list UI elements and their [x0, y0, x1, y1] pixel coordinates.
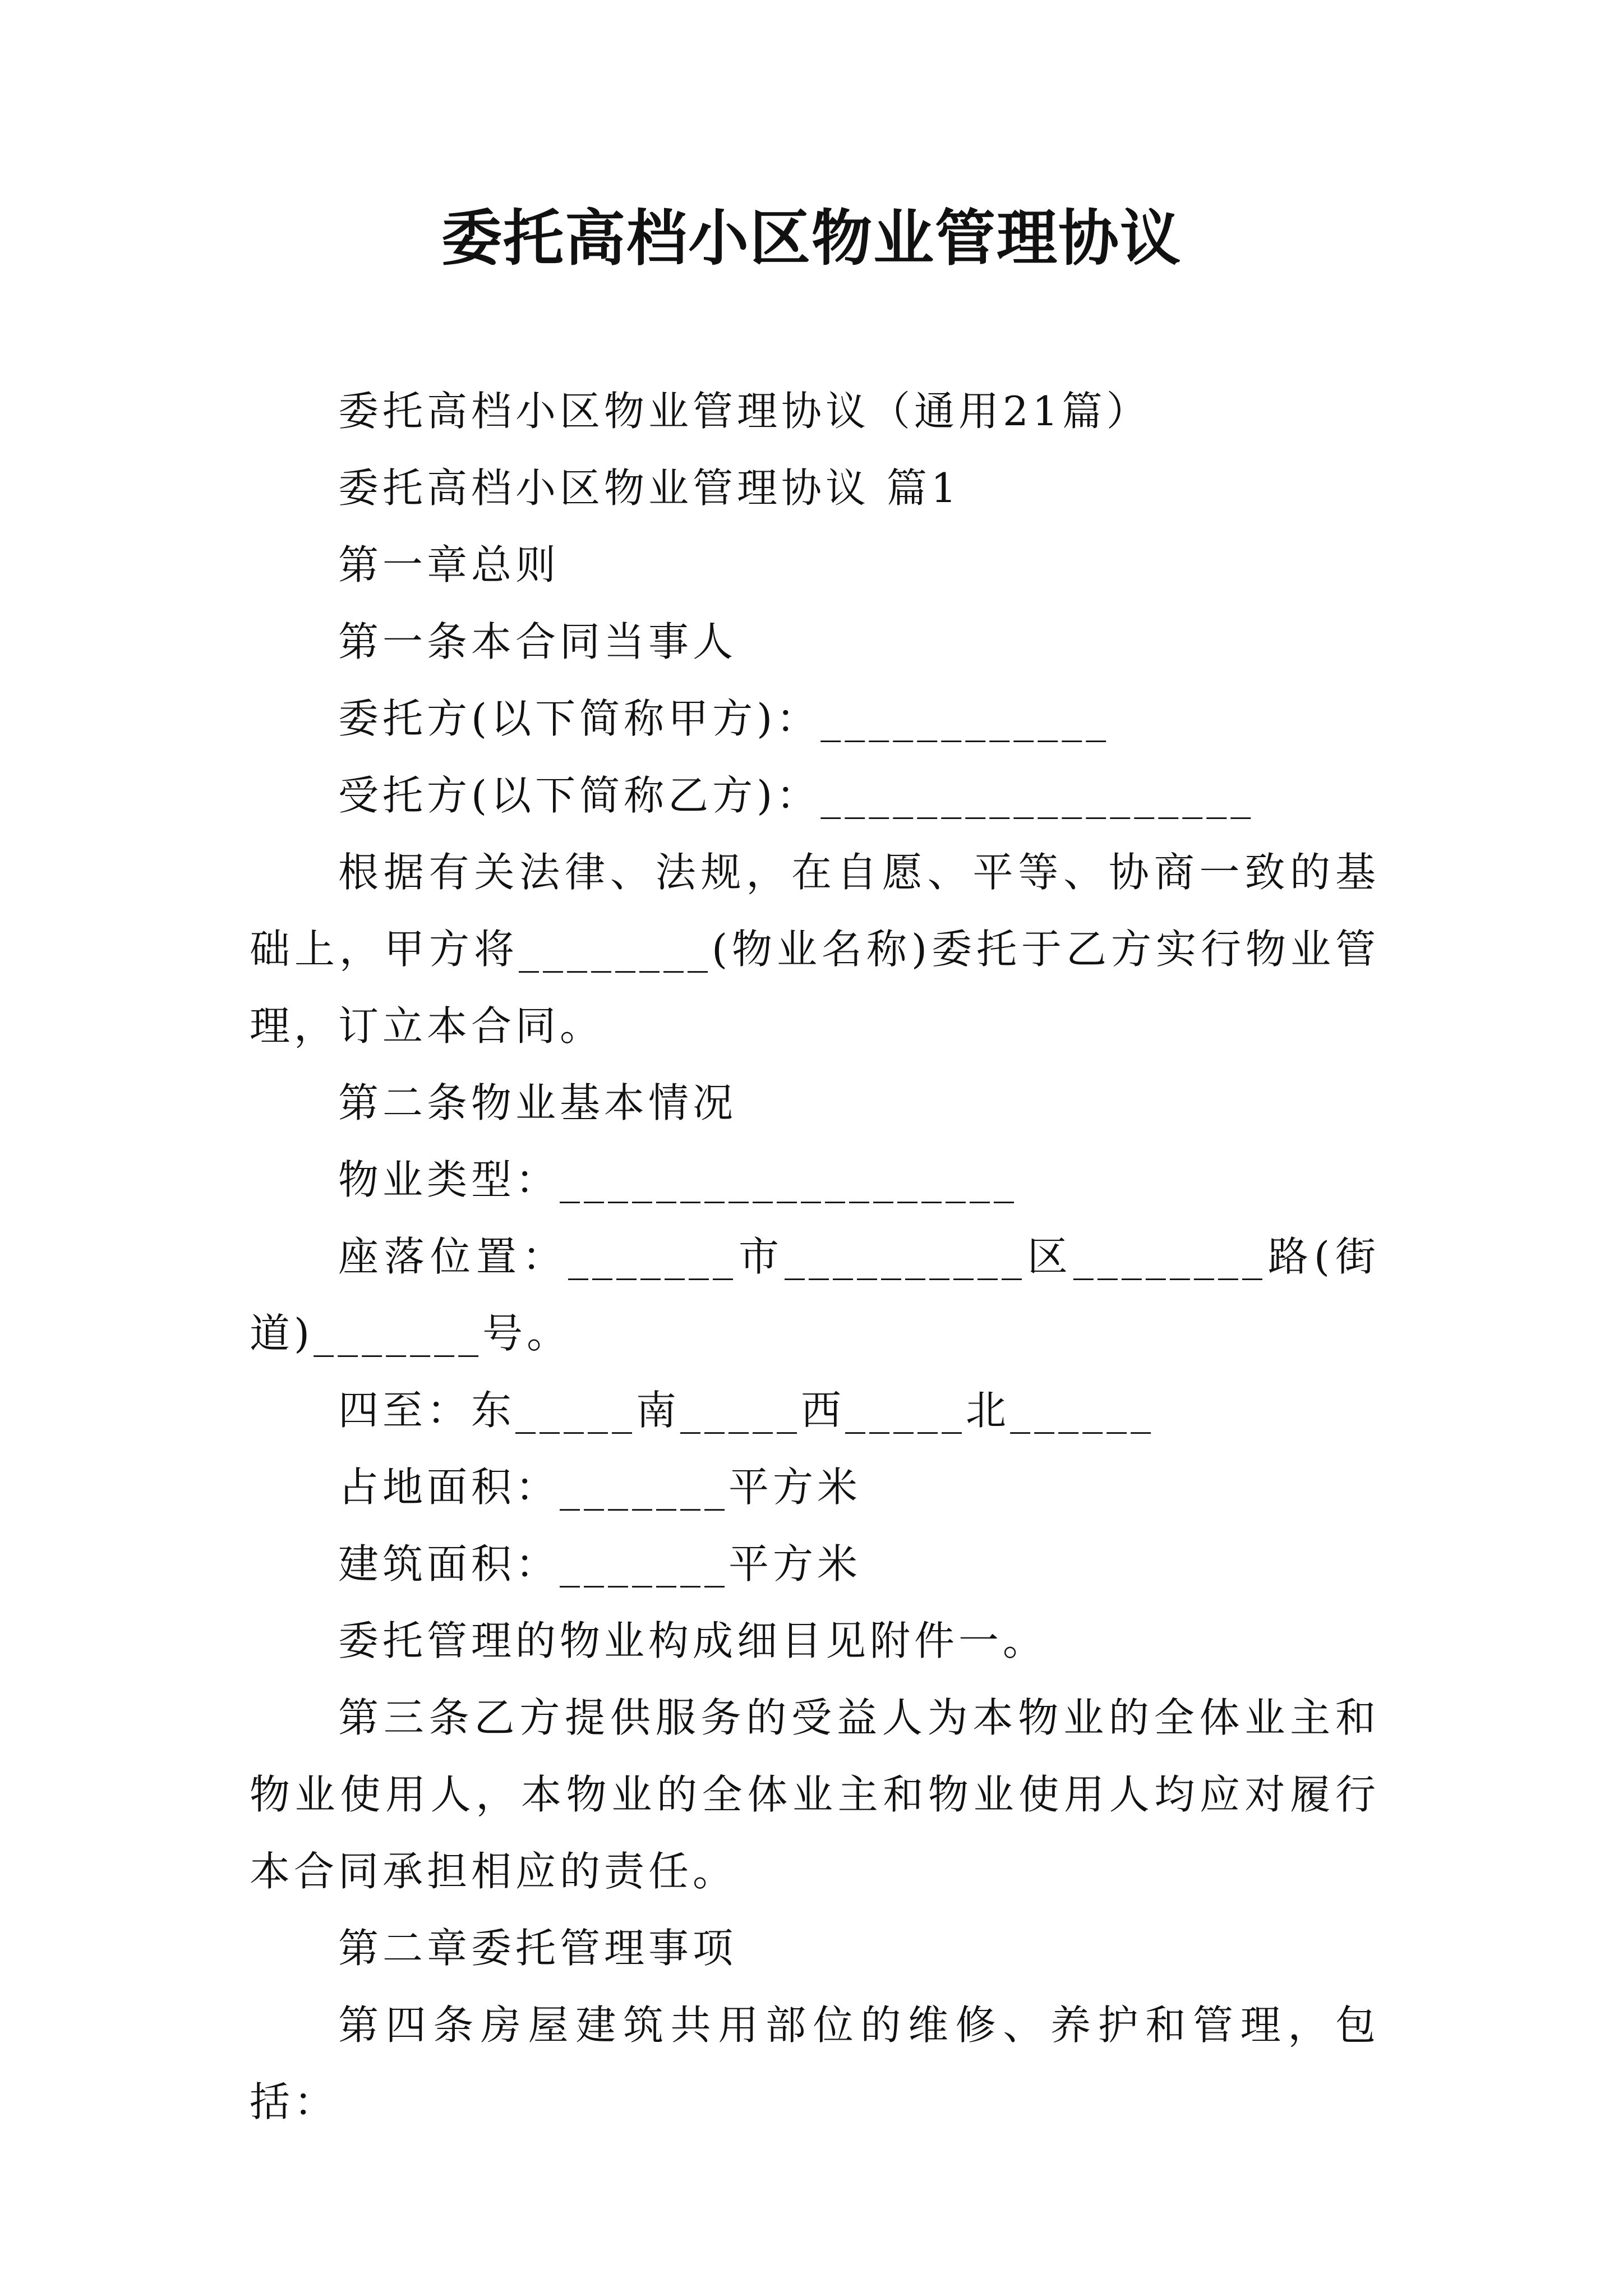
paragraph-article-four: 第四条房屋建筑共用部位的维修、养护和管理，包括：: [250, 2001, 1380, 2125]
north-blank[interactable]: ______: [1010, 1387, 1155, 1434]
paragraph-part-heading: 委托高档小区物业管理协议 篇1: [338, 464, 961, 512]
paragraph-location: 座落位置：_______市__________区________路(街道)_______号。: [250, 1233, 1380, 1357]
district-blank[interactable]: __________: [784, 1233, 1026, 1280]
document-body: [250, 373, 1380, 2141]
party-b-blank[interactable]: __________________: [820, 772, 1255, 819]
paragraph-property-type: 物业类型：___________________: [338, 1156, 1018, 1203]
paragraph-boundaries: 四至：东_____南_____西_____北______: [338, 1387, 1155, 1434]
number-blank[interactable]: _______: [313, 1310, 483, 1357]
paragraph-agreement-basis: 根据有关法律、法规，在自愿、平等、协商一致的基础上，甲方将________(物业名称)委托于乙方实行物业管理，订立本合同。: [250, 849, 1380, 1050]
paragraph-building-area: 建筑面积：_______平方米: [338, 1540, 862, 1588]
paragraph-land-area: 占地面积：_______平方米: [338, 1464, 862, 1511]
west-blank[interactable]: _____: [845, 1387, 966, 1434]
paragraph-article-three: 第三条乙方提供服务的受益人为本物业的全体业主和物业使用人，本物业的全体业主和物业使用人均应对履行本合同承担相应的责任。: [250, 1694, 1380, 1895]
road-blank[interactable]: ________: [1073, 1233, 1266, 1280]
paragraph-article-two: 第二条物业基本情况: [338, 1079, 737, 1126]
property-type-blank[interactable]: ___________________: [560, 1156, 1018, 1203]
land-area-blank[interactable]: _______: [560, 1464, 729, 1511]
party-a-blank[interactable]: ____________: [820, 695, 1110, 742]
paragraph-annex-note: 委托管理的物业构成细目见附件一。: [338, 1617, 1048, 1664]
property-name-blank[interactable]: ________: [518, 926, 712, 973]
paragraph-chapter-one: 第一章总则: [338, 541, 560, 588]
building-area-blank[interactable]: _______: [560, 1540, 729, 1588]
city-blank[interactable]: _______: [568, 1233, 737, 1280]
east-blank[interactable]: _____: [515, 1387, 637, 1434]
paragraph-article-one: 第一条本合同当事人: [338, 618, 737, 665]
paragraph-chapter-two: 第二章委托管理事项: [338, 1925, 737, 1972]
paragraph-party-b: 受托方(以下简称乙方)：__________________: [338, 772, 1255, 819]
document-title: 委托高档小区物业管理协议: [441, 203, 1182, 274]
south-blank[interactable]: _____: [680, 1387, 801, 1434]
paragraph-party-a: 委托方(以下简称甲方)：____________: [338, 695, 1110, 742]
paragraph-series-heading: 委托高档小区物业管理协议（通用21篇）: [338, 388, 1151, 435]
